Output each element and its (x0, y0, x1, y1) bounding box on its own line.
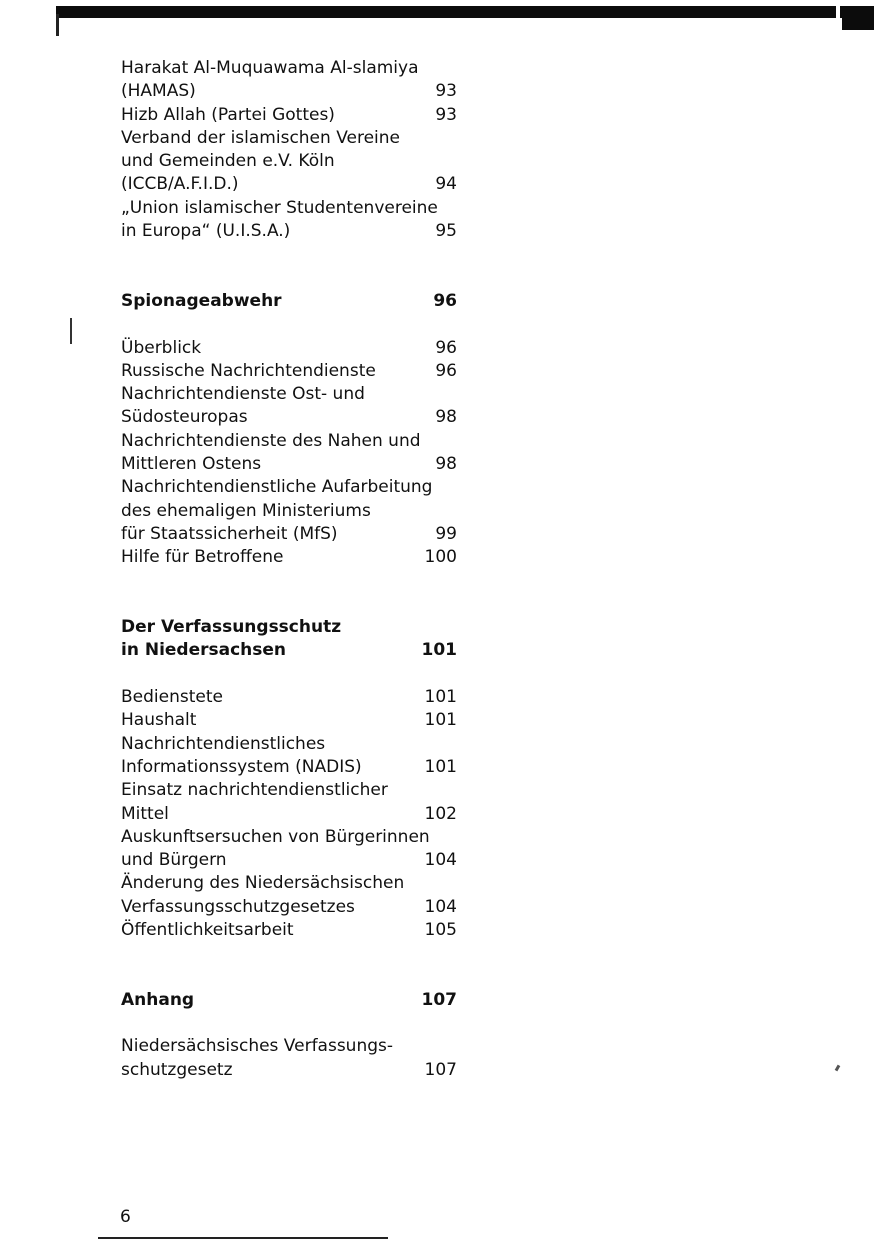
toc-entry-title: Verfassungsschutzgesetzes (121, 896, 355, 917)
toc-entry-page: 102 (424, 803, 457, 824)
toc-entry (121, 406, 457, 429)
toc-entry-title: Niedersächsisches Verfassungs- (121, 1036, 394, 1057)
toc-section-heading (121, 639, 457, 662)
toc-entry (121, 919, 457, 942)
toc-entry (121, 546, 457, 569)
toc-entry (121, 733, 457, 756)
toc-entry (121, 476, 457, 499)
toc-entry-title: Haushalt (121, 710, 197, 731)
toc-entry-page: 105 (424, 919, 457, 940)
toc-entry-page: 96 (435, 337, 457, 358)
toc-entry-title: „Union islamischer Studentenvereine (121, 197, 438, 218)
toc-entry (121, 57, 457, 80)
toc-entry (121, 803, 457, 826)
toc-entry-title: schutzgesetz (121, 1059, 233, 1080)
toc-entry-page: 98 (435, 407, 457, 428)
toc-entry-page: 93 (435, 104, 457, 125)
toc-entry (121, 756, 457, 779)
toc-entry-title: (ICCB/A.F.I.D.) (121, 174, 239, 195)
toc-entry-page: 95 (435, 221, 457, 242)
toc-entry-title: Mittel (121, 803, 169, 824)
toc-heading-page: 101 (421, 640, 457, 661)
toc-heading-page: 96 (433, 290, 457, 311)
toc-heading-title: Anhang (121, 989, 195, 1010)
toc-entry-title: Hilfe für Betroffene (121, 547, 284, 568)
toc-entry (121, 453, 457, 476)
toc-entry (121, 80, 457, 103)
toc-entry (121, 337, 457, 360)
toc-entry-title: Informationssystem (NADIS) (121, 756, 362, 777)
toc-entry-page: 98 (435, 454, 457, 475)
toc-heading-title: Der Verfassungsschutz (121, 617, 342, 638)
toc-section-heading (121, 616, 457, 639)
toc-entry (121, 104, 457, 127)
toc-entry-title: und Bürgern (121, 850, 227, 871)
toc-entry (121, 896, 457, 919)
toc-entry (121, 173, 457, 196)
toc-entry-title: des ehemaligen Ministeriums (121, 500, 371, 521)
toc-entry-title: Auskunftsersuchen von Bürgerinnen (121, 826, 430, 847)
toc-heading-title: Spionageabwehr (121, 290, 282, 311)
toc-entry-page: 99 (435, 523, 457, 544)
toc-section-extremism (121, 57, 457, 243)
toc-entry (121, 779, 457, 802)
toc-entry (121, 220, 457, 243)
toc-entry-page: 93 (435, 81, 457, 102)
toc-entry (121, 383, 457, 406)
toc-entry-page: 104 (424, 850, 457, 871)
toc-entry (121, 360, 457, 383)
toc-entry (121, 150, 457, 173)
toc-entry-title: Harakat Al-Muquawama Al-slamiya (121, 58, 419, 78)
toc-entry-title: Änderung des Niedersächsischen (121, 873, 405, 894)
toc-entry-title: Russische Nachrichtendienste (121, 360, 376, 381)
toc-entry-title: Südosteuropas (121, 407, 248, 428)
toc-entry-page: 101 (424, 687, 457, 708)
toc-entry-page: 100 (424, 547, 457, 568)
toc-entry-page: 101 (424, 756, 457, 777)
toc-entry (121, 826, 457, 849)
toc-entry-page: 96 (435, 360, 457, 381)
toc-entry-page: 101 (424, 710, 457, 731)
toc-section-anhang (121, 989, 457, 1082)
toc-entry (121, 430, 457, 453)
scan-left-tick (70, 318, 72, 344)
toc-entry (121, 523, 457, 546)
toc-entry (121, 1059, 457, 1082)
toc-section-heading (121, 989, 457, 1012)
toc-entry (121, 872, 457, 895)
toc-entry-title: Einsatz nachrichtendienstlicher (121, 780, 388, 801)
scan-left-edge (56, 14, 59, 36)
toc-section-spionageabwehr (121, 290, 457, 570)
toc-entry-title: Hizb Allah (Partei Gottes) (121, 104, 335, 125)
toc-entry-title: (HAMAS) (121, 81, 196, 102)
scan-speck (835, 1065, 841, 1072)
toc-entry (121, 849, 457, 872)
toc-entry (121, 127, 457, 150)
toc-entry-title: Öffentlichkeitsarbeit (121, 919, 294, 940)
scan-top-bar-notch (836, 6, 840, 30)
toc-entry-title: Nachrichtendienste des Nahen und (121, 430, 421, 451)
toc-entry-title: für Staatssicherheit (MfS) (121, 523, 338, 544)
toc-section-verfassungsschutz (121, 616, 457, 942)
toc-entry (121, 686, 457, 709)
toc-entry-title: Nachrichtendienste Ost- und (121, 384, 365, 405)
scan-top-bar (56, 6, 874, 18)
table-of-contents (121, 57, 457, 1082)
toc-entry-page: 94 (435, 174, 457, 195)
toc-entry-title: und Gemeinden e.V. Köln (121, 151, 335, 172)
toc-entry (121, 1035, 457, 1058)
scan-top-bar-end (842, 6, 874, 30)
toc-entry-title: Mittleren Ostens (121, 454, 262, 475)
toc-entry-title: Verband der islamischen Vereine (121, 127, 400, 148)
toc-entry-page: 107 (424, 1059, 457, 1080)
toc-entry-title: in Europa“ (U.I.S.A.) (121, 221, 291, 242)
toc-entry (121, 709, 457, 732)
toc-section-heading (121, 290, 457, 313)
toc-heading-title: in Niedersachsen (121, 640, 287, 661)
toc-entry (121, 500, 457, 523)
toc-heading-page: 107 (421, 989, 457, 1010)
toc-entry (121, 197, 457, 220)
toc-entry-title: Bedienstete (121, 687, 223, 708)
toc-entry-title: Überblick (121, 337, 202, 358)
toc-entry-title: Nachrichtendienstliches (121, 733, 326, 754)
toc-entry-title: Nachrichtendienstliche Aufarbeitung (121, 477, 433, 498)
toc-entry-page: 104 (424, 896, 457, 917)
page-number: 6 (120, 1207, 131, 1227)
bottom-rule (98, 1237, 388, 1239)
